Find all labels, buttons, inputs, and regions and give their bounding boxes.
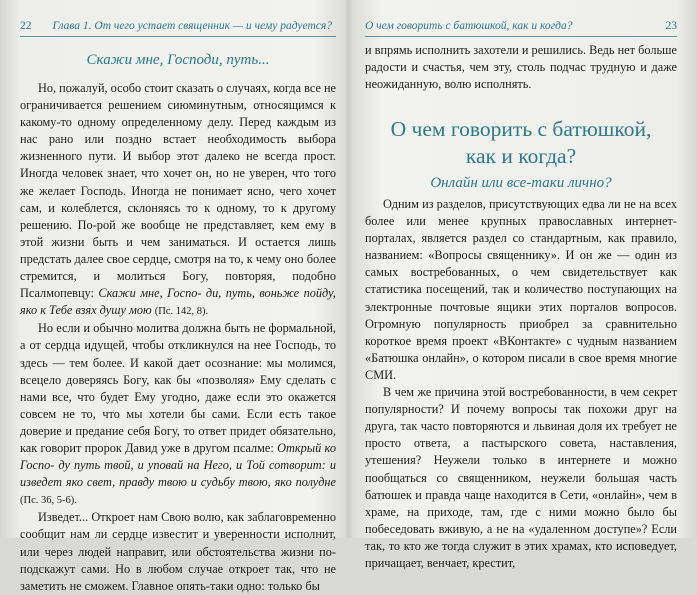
header-rule-left bbox=[20, 36, 336, 37]
page-number-right: 23 bbox=[665, 20, 677, 32]
subheading-left: Скажи мне, Господи, путь... bbox=[86, 52, 270, 68]
chapter-heading-line-1: О чем говорить с батюшкой, bbox=[390, 117, 652, 141]
chapter-heading bbox=[365, 116, 677, 170]
carry-over-paragraph: и впрямь исполнить захотели и решились. Ведь нет больше радости и счастья, чем эту, столь подчас трудную и даже неожиданную, волю исполнять. bbox=[365, 43, 677, 92]
running-head-title-right: О чем говорить с батюшкой, как и когда? bbox=[365, 20, 573, 32]
subheading-right: Онлайн или все-таки лично? bbox=[430, 175, 612, 191]
left-paragraph-3 bbox=[20, 509, 336, 594]
left-p2-citation: (Пс. 36, 5-6). bbox=[20, 495, 77, 507]
carry-over-text bbox=[365, 42, 677, 93]
right-body-text bbox=[365, 196, 677, 572]
left-p3-text: Изведет... Откроет нам Свою волю, как заблаговременно сообщит нам ли сердце известит и уверенности исполнит, или через людей направит, или обстоятельства жизни по-подскажут сами. Но в любом случае откроет так, что не заметить не сможем. Главное опять-таки одно: только бы bbox=[20, 510, 336, 593]
page-number-left: 22 bbox=[20, 20, 32, 32]
right-paragraph-2: В чем же причина этой востребованности, в чем секрет популярности? И почему вопросы так похожи друг на друга, так часто повторяются и львиная доля их требует не просто ответа, а пастырского совета, наставления, утешения? Неужели только в интернете и можно пообщаться со священником, неужели большая часть батюшек и правда чаще находится в Сети, «онлайн», чем в храме, на приходе, там, где с ними можно было бы побеседовать вживую, а не на «удаленном доступе»? Если так, то кто же тогда служит в этих храмах, кто исповедует, причащает, венчает, крестит, bbox=[365, 385, 677, 570]
chapter-heading-line-2: как и когда? bbox=[465, 144, 577, 168]
left-p1-citation: (Пс. 142, 8). bbox=[154, 306, 209, 318]
left-p1-text: Но, пожалуй, особо стоит сказать о случаях, когда все не ограничивается решением сиюминутным, относящимся к какому-то одному определенному делу. Перед каждым из нас рано или поздно встает необходимость выбора жизненного пути. И выбор этот далеко не всегда прост. Иногда человек знает, что хочет он, но не уверен, что того же желает Господь. Иногда не понимает ясно, чего хочет сам, и колеблется, склоняясь то к одному, то к другому решению. По-рой же вообще не представляет, кем ему в этой жизни быть и чем заниматься. И остается лишь предстать далее свое сердце, смотря на то, к чему оно более стремится, и молиться Богу, повторяя, подобно Псалмопевцу: bbox=[20, 81, 337, 301]
left-paragraph-1 bbox=[20, 80, 336, 320]
left-body-text bbox=[20, 80, 336, 595]
running-head-title-left: Глава 1. От чего устает священник — и чему радуется? bbox=[52, 20, 332, 32]
left-paragraph-2 bbox=[20, 320, 336, 509]
right-paragraph-1: Одним из разделов, присутствующих едва ли не на всех более или менее крупных православных интернет-порталах, является раздел со стандартным, как правило, названием: «Вопросы священнику». И он же — один из самых востребованных, о чем свидетельствует как статистика посещений, так и количество поступающих на электронные почтовые ящики этих порталов вопросов. Огромную популярность приобрел за сравнительно короткое время проект «ВКонтакте» с чудным названием «Батюшка онлайн», о котором писали в свое время многие СМИ. bbox=[365, 197, 677, 382]
left-p2-text: Но если и обычно молитва должна быть не формальной, а от сердца идущей, чтобы откликнулся на нее Господь, то здесь — тем более. И какой дает осознание: мы молимся, всецело доверяясь Богу, как бы «позволяя» Ему сделать с нами все, что будет Ему угодно, даже если это окажется совсем не то, что мы хотели бы сами. Если есть такое доверие и предание себя Богу, то ответ придет обязательно, как говорит пророк Давид уже в другом псалме: bbox=[20, 321, 336, 455]
left-p2-quote: Открый ко Госпо- ду путь твой, и уповай на Него, и Той сотворит: и изведет яко свет, правду твою и судьбу твою, яко полудне bbox=[20, 440, 336, 490]
left-p1-quote: Скажи мне, Госпо- ди, путь, воньже пойду, яко к Тебе взях душу мою bbox=[20, 286, 336, 318]
left-page bbox=[20, 0, 337, 593]
right-page bbox=[365, 0, 677, 570]
header-rule-right bbox=[365, 36, 677, 37]
